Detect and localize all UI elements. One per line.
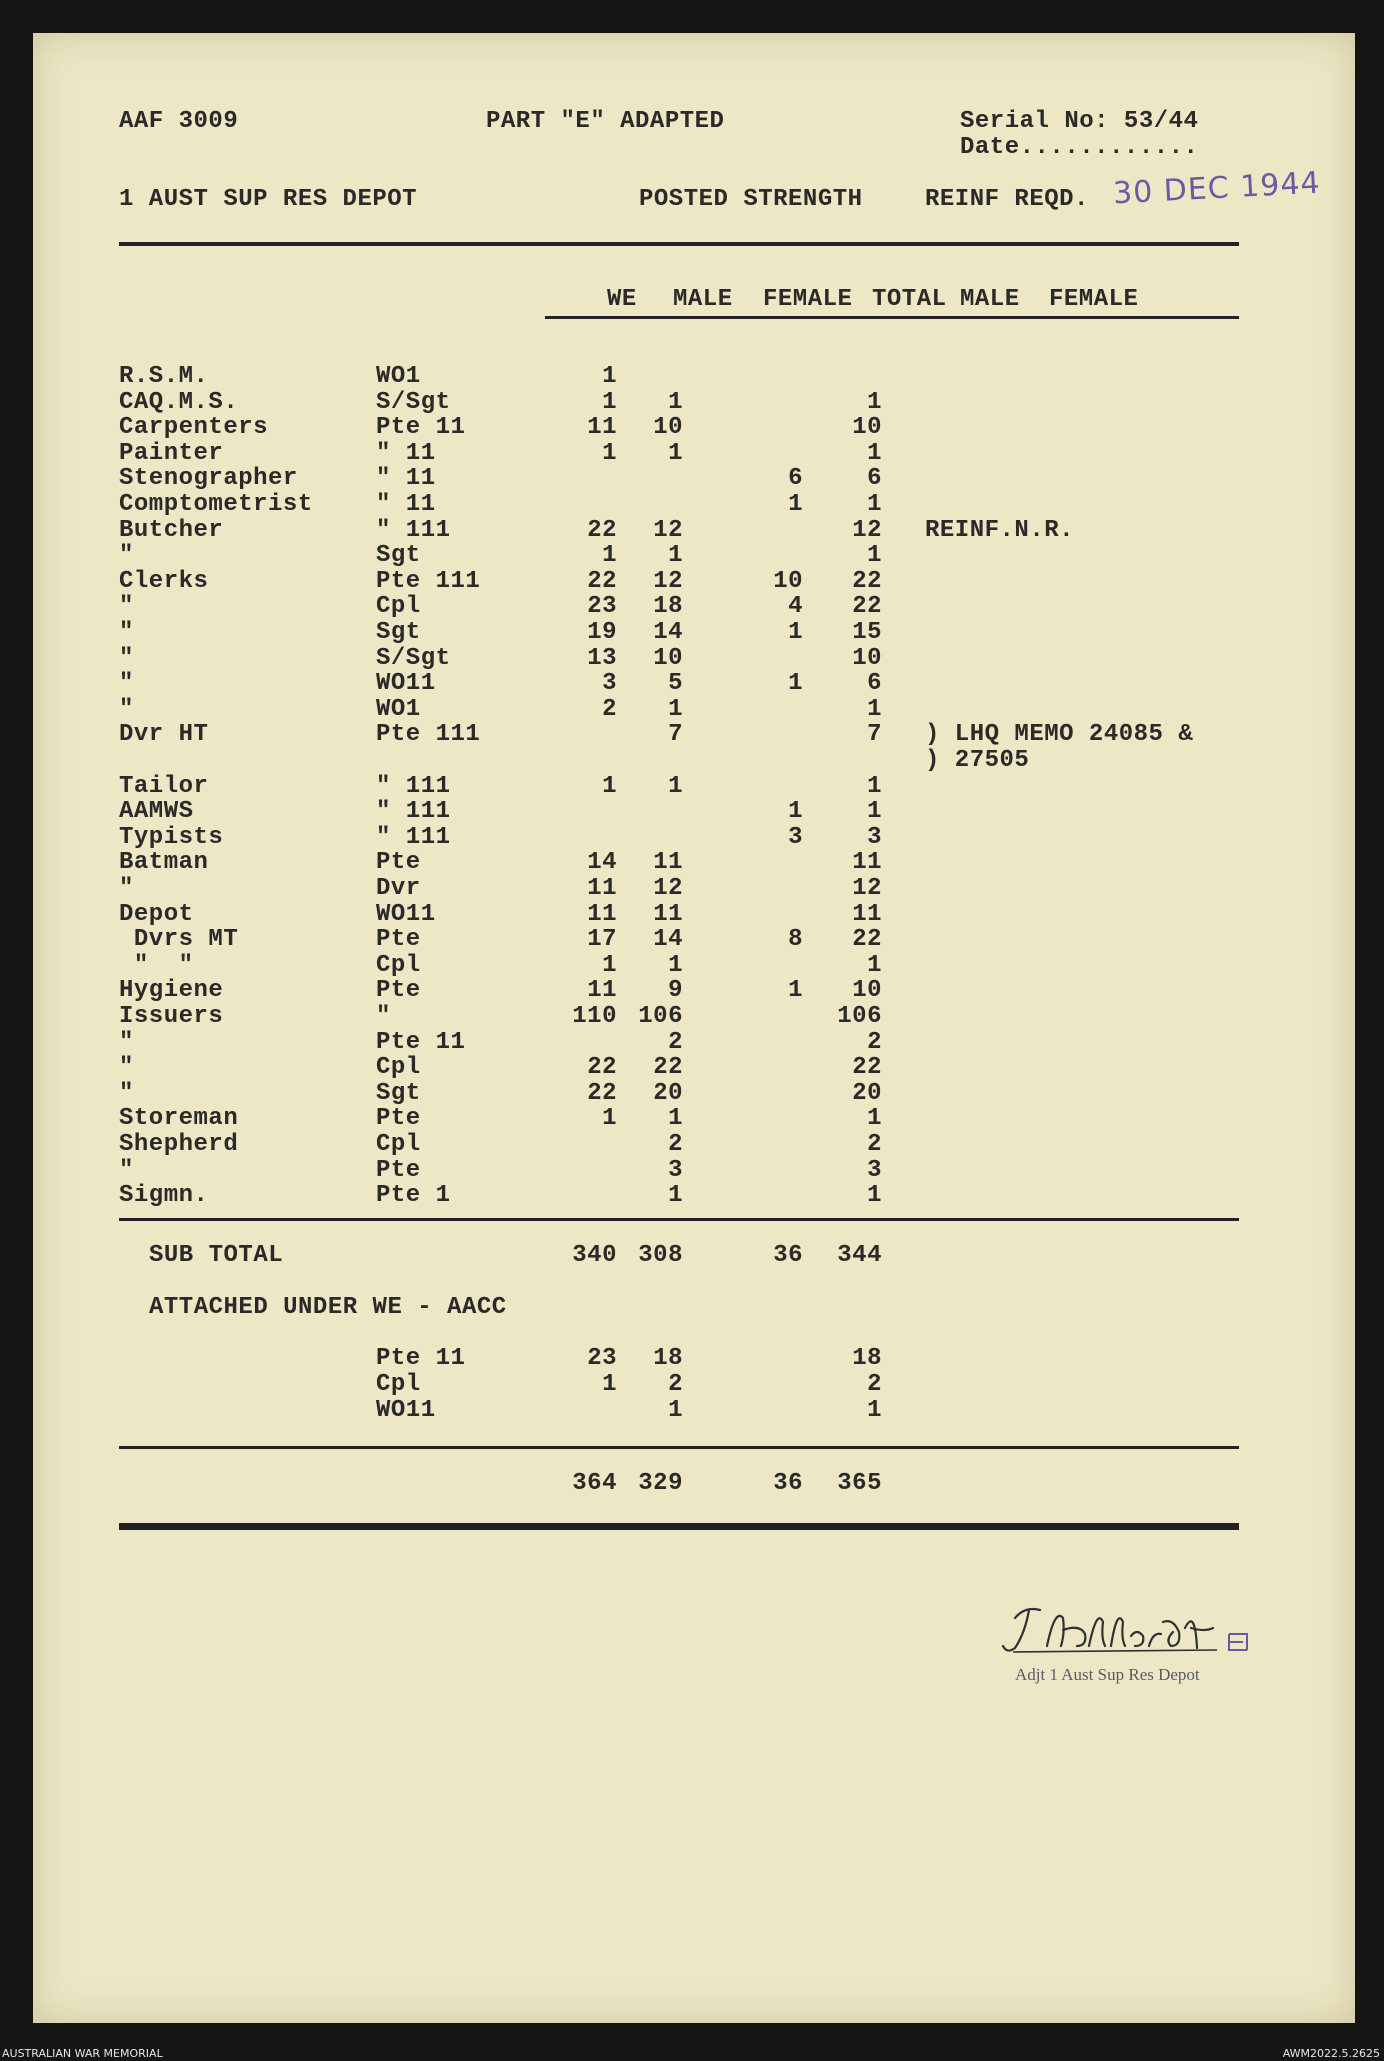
grand-total-female: 36 — [773, 1470, 803, 1497]
rank-cell: Pte — [376, 849, 421, 877]
male-cell: 10 — [653, 414, 683, 442]
trade-cell: " " — [119, 951, 194, 979]
rank-cell: Pte 1 — [376, 1182, 451, 1210]
attached-label: ATTACHED UNDER WE - AACC — [149, 1294, 507, 1321]
rank-cell: Pte — [376, 977, 421, 1005]
trade-cell: Tailor — [119, 772, 209, 800]
total-cell: 22 — [852, 593, 882, 621]
total-cell: 2 — [867, 1131, 882, 1158]
we-cell: 3 — [602, 670, 617, 698]
rank-cell: " 11 — [376, 439, 436, 467]
rank-cell: " 11 — [376, 491, 436, 518]
column-header: MALE — [960, 286, 1020, 313]
female-cell: 1 — [788, 619, 803, 646]
column-header-rule — [545, 316, 1239, 319]
we-cell: 1 — [602, 951, 617, 979]
trade-cell: " — [119, 1028, 134, 1056]
trade-cell: Hygiene — [119, 977, 224, 1005]
total-cell: 2 — [867, 1371, 882, 1398]
male-cell: 1 — [668, 388, 683, 416]
male-cell: 1 — [668, 951, 683, 979]
we-cell: 11 — [587, 977, 617, 1005]
rank-cell: " 11 — [376, 465, 436, 493]
subtotal-rule — [119, 1218, 1239, 1221]
rank-cell: " 111 — [376, 516, 451, 544]
total-cell: 1 — [867, 542, 882, 570]
rank-cell: " 111 — [376, 823, 451, 851]
male-cell: 1 — [668, 1397, 683, 1424]
male-cell: 1 — [668, 1182, 683, 1210]
document-page — [33, 33, 1355, 2023]
subtotal-label: SUB TOTAL — [149, 1242, 284, 1269]
trade-cell: Sigmn. — [119, 1182, 209, 1210]
subtotal-we: 340 — [572, 1242, 617, 1269]
we-cell: 1 — [602, 363, 617, 390]
total-cell: 12 — [852, 516, 882, 544]
column-header: FEMALE — [763, 286, 853, 313]
serial-number: Serial No: 53/44 — [960, 108, 1199, 135]
male-cell: 1 — [668, 772, 683, 800]
note-cell: REINF.N.R. — [925, 516, 1075, 544]
we-cell: 23 — [587, 593, 617, 621]
archive-reference: AWM2022.5.2625 — [1282, 2047, 1380, 2060]
rank-cell: Pte — [376, 1105, 421, 1133]
male-cell: 22 — [653, 1054, 683, 1082]
note-cell: ) LHQ MEMO 24085 & — [925, 721, 1194, 749]
total-cell: 10 — [852, 414, 882, 442]
total-cell: 1 — [867, 439, 882, 467]
rank-cell: Dvr — [376, 875, 421, 902]
unit-name: 1 AUST SUP RES DEPOT — [119, 186, 418, 213]
trade-cell: Painter — [119, 439, 224, 467]
female-cell: 6 — [788, 465, 803, 493]
male-cell: 1 — [668, 1105, 683, 1133]
we-cell: 2 — [602, 695, 617, 723]
total-cell: 22 — [852, 567, 882, 595]
female-cell: 8 — [788, 926, 803, 954]
grand-total-we: 364 — [572, 1470, 617, 1497]
rank-cell: S/Sgt — [376, 388, 451, 416]
male-cell: 11 — [653, 849, 683, 877]
trade-cell: Batman — [119, 849, 209, 877]
we-cell: 11 — [587, 414, 617, 442]
reinf-reqd-heading: REINF REQD. — [925, 186, 1089, 213]
rank-cell: Pte — [376, 1156, 421, 1184]
grand-total-rule — [119, 1446, 1239, 1449]
rank-cell: Pte — [376, 926, 421, 954]
rank-cell: Sgt — [376, 542, 421, 570]
column-header: WE — [607, 286, 637, 313]
trade-cell: CAQ.M.S. — [119, 388, 239, 416]
male-cell: 1 — [668, 695, 683, 723]
we-cell: 19 — [587, 619, 617, 646]
handwritten-signature — [985, 1588, 1285, 1668]
archive-credit: AUSTRALIAN WAR MEMORIAL — [2, 2047, 163, 2060]
trade-cell: " — [119, 670, 134, 698]
total-cell: 15 — [852, 619, 882, 646]
closing-double-rule — [119, 1523, 1239, 1530]
trade-cell: Carpenters — [119, 414, 269, 442]
total-cell: 1 — [867, 695, 882, 723]
rank-cell: " 111 — [376, 772, 451, 800]
rank-cell: Pte 11 — [376, 414, 466, 442]
we-cell: 22 — [587, 1054, 617, 1082]
we-cell: 14 — [587, 849, 617, 877]
rank-cell: Cpl — [376, 1054, 421, 1082]
total-cell: 3 — [867, 1156, 882, 1184]
total-cell: 1 — [867, 1105, 882, 1133]
total-cell: 1 — [867, 772, 882, 800]
form-part-title: PART "E" ADAPTED — [486, 108, 725, 135]
we-cell: 11 — [587, 900, 617, 928]
rank-cell: Cpl — [376, 593, 421, 621]
male-cell: 18 — [653, 1345, 683, 1372]
rank-cell: Pte 111 — [376, 721, 481, 749]
male-cell: 3 — [668, 1156, 683, 1184]
female-cell: 10 — [773, 567, 803, 595]
male-cell: 10 — [653, 644, 683, 672]
total-cell: 11 — [852, 849, 882, 877]
rank-cell: Pte 11 — [376, 1345, 466, 1372]
male-cell: 14 — [653, 619, 683, 646]
total-cell: 6 — [867, 465, 882, 493]
date-stamp: 30 DEC 1944 — [1112, 165, 1322, 212]
trade-cell: Issuers — [119, 1003, 224, 1030]
trade-cell: " — [119, 542, 134, 570]
total-cell: 3 — [867, 823, 882, 851]
total-cell: 106 — [837, 1003, 882, 1030]
trade-cell: Shepherd — [119, 1131, 239, 1158]
we-cell: 22 — [587, 567, 617, 595]
we-cell: 1 — [602, 1371, 617, 1398]
we-cell: 1 — [602, 542, 617, 570]
total-cell: 7 — [867, 721, 882, 749]
rank-cell: WO11 — [376, 670, 436, 698]
trade-cell: Clerks — [119, 567, 209, 595]
male-cell: 11 — [653, 900, 683, 928]
total-cell: 6 — [867, 670, 882, 698]
total-cell: 1 — [867, 388, 882, 416]
total-cell: 20 — [852, 1079, 882, 1107]
header-rule — [119, 242, 1239, 246]
total-cell: 22 — [852, 1054, 882, 1082]
we-cell: 1 — [602, 388, 617, 416]
trade-cell: Storeman — [119, 1105, 239, 1133]
subtotal-female: 36 — [773, 1242, 803, 1269]
rank-cell: WO11 — [376, 900, 436, 928]
total-cell: 1 — [867, 1182, 882, 1210]
rank-cell: Pte 111 — [376, 567, 481, 595]
male-cell: 1 — [668, 542, 683, 570]
female-cell: 3 — [788, 823, 803, 851]
trade-cell: Comptometrist — [119, 491, 313, 518]
male-cell: 2 — [668, 1371, 683, 1398]
we-cell: 23 — [587, 1345, 617, 1372]
signature-caption: Adjt 1 Aust Sup Res Depot — [1015, 1665, 1200, 1684]
rank-cell: WO11 — [376, 1397, 436, 1424]
female-cell: 1 — [788, 798, 803, 826]
trade-cell: " — [119, 644, 134, 672]
rank-cell: Pte 11 — [376, 1028, 466, 1056]
male-cell: 14 — [653, 926, 683, 954]
male-cell: 18 — [653, 593, 683, 621]
trade-cell: " — [119, 619, 134, 646]
rank-cell: Sgt — [376, 1079, 421, 1107]
date-line: Date............ — [960, 134, 1199, 161]
we-cell: 110 — [572, 1003, 617, 1030]
total-cell: 18 — [852, 1345, 882, 1372]
rank-cell: Cpl — [376, 1371, 421, 1398]
male-cell: 5 — [668, 670, 683, 698]
male-cell: 9 — [668, 977, 683, 1005]
total-cell: 10 — [852, 977, 882, 1005]
male-cell: 12 — [653, 567, 683, 595]
we-cell: 17 — [587, 926, 617, 954]
trade-cell: " — [119, 1079, 134, 1107]
total-cell: 12 — [852, 875, 882, 902]
trade-cell: Stenographer — [119, 465, 298, 493]
form-number: AAF 3009 — [119, 108, 239, 135]
trade-cell: " — [119, 695, 134, 723]
rank-cell: " 111 — [376, 798, 451, 826]
female-cell: 1 — [788, 977, 803, 1005]
male-cell: 7 — [668, 721, 683, 749]
male-cell: 2 — [668, 1131, 683, 1158]
we-cell: 1 — [602, 1105, 617, 1133]
male-cell: 12 — [653, 875, 683, 902]
we-cell: 13 — [587, 644, 617, 672]
male-cell: 1 — [668, 439, 683, 467]
we-cell: 1 — [602, 439, 617, 467]
we-cell: 11 — [587, 875, 617, 902]
trade-cell: R.S.M. — [119, 363, 209, 390]
male-cell: 12 — [653, 516, 683, 544]
rank-cell: S/Sgt — [376, 644, 451, 672]
column-header: FEMALE — [1049, 286, 1139, 313]
total-cell: 1 — [867, 1397, 882, 1424]
note-cell: ) 27505 — [925, 747, 1030, 774]
male-cell: 20 — [653, 1079, 683, 1107]
rank-cell: " — [376, 1003, 391, 1030]
total-cell: 22 — [852, 926, 882, 954]
trade-cell: " — [119, 593, 134, 621]
rank-cell: Sgt — [376, 619, 421, 646]
trade-cell: AAMWS — [119, 798, 194, 826]
trade-cell: Butcher — [119, 516, 224, 544]
trade-cell: Depot — [119, 900, 194, 928]
total-cell: 11 — [852, 900, 882, 928]
subtotal-total: 344 — [837, 1242, 882, 1269]
trade-cell: Dvr HT — [119, 721, 209, 749]
we-cell: 22 — [587, 516, 617, 544]
trade-cell: " — [119, 1156, 134, 1184]
rank-cell: Cpl — [376, 951, 421, 979]
rank-cell: WO1 — [376, 695, 421, 723]
rank-cell: WO1 — [376, 363, 421, 390]
subtotal-male: 308 — [638, 1242, 683, 1269]
total-cell: 1 — [867, 798, 882, 826]
rank-cell: Cpl — [376, 1131, 421, 1158]
trade-cell: Dvrs MT — [119, 926, 239, 954]
grand-total-total: 365 — [837, 1470, 882, 1497]
we-cell: 1 — [602, 772, 617, 800]
female-cell: 1 — [788, 670, 803, 698]
trade-cell: " — [119, 875, 134, 902]
total-cell: 2 — [867, 1028, 882, 1056]
trade-cell: Typists — [119, 823, 224, 851]
posted-strength-heading: POSTED STRENGTH — [639, 186, 863, 213]
male-cell: 106 — [638, 1003, 683, 1030]
total-cell: 10 — [852, 644, 882, 672]
total-cell: 1 — [867, 491, 882, 518]
we-cell: 22 — [587, 1079, 617, 1107]
female-cell: 4 — [788, 593, 803, 621]
total-cell: 1 — [867, 951, 882, 979]
grand-total-male: 329 — [638, 1470, 683, 1497]
trade-cell: " — [119, 1054, 134, 1082]
column-header: MALE — [673, 286, 733, 313]
male-cell: 2 — [668, 1028, 683, 1056]
female-cell: 1 — [788, 491, 803, 518]
column-header: TOTAL — [872, 286, 947, 313]
